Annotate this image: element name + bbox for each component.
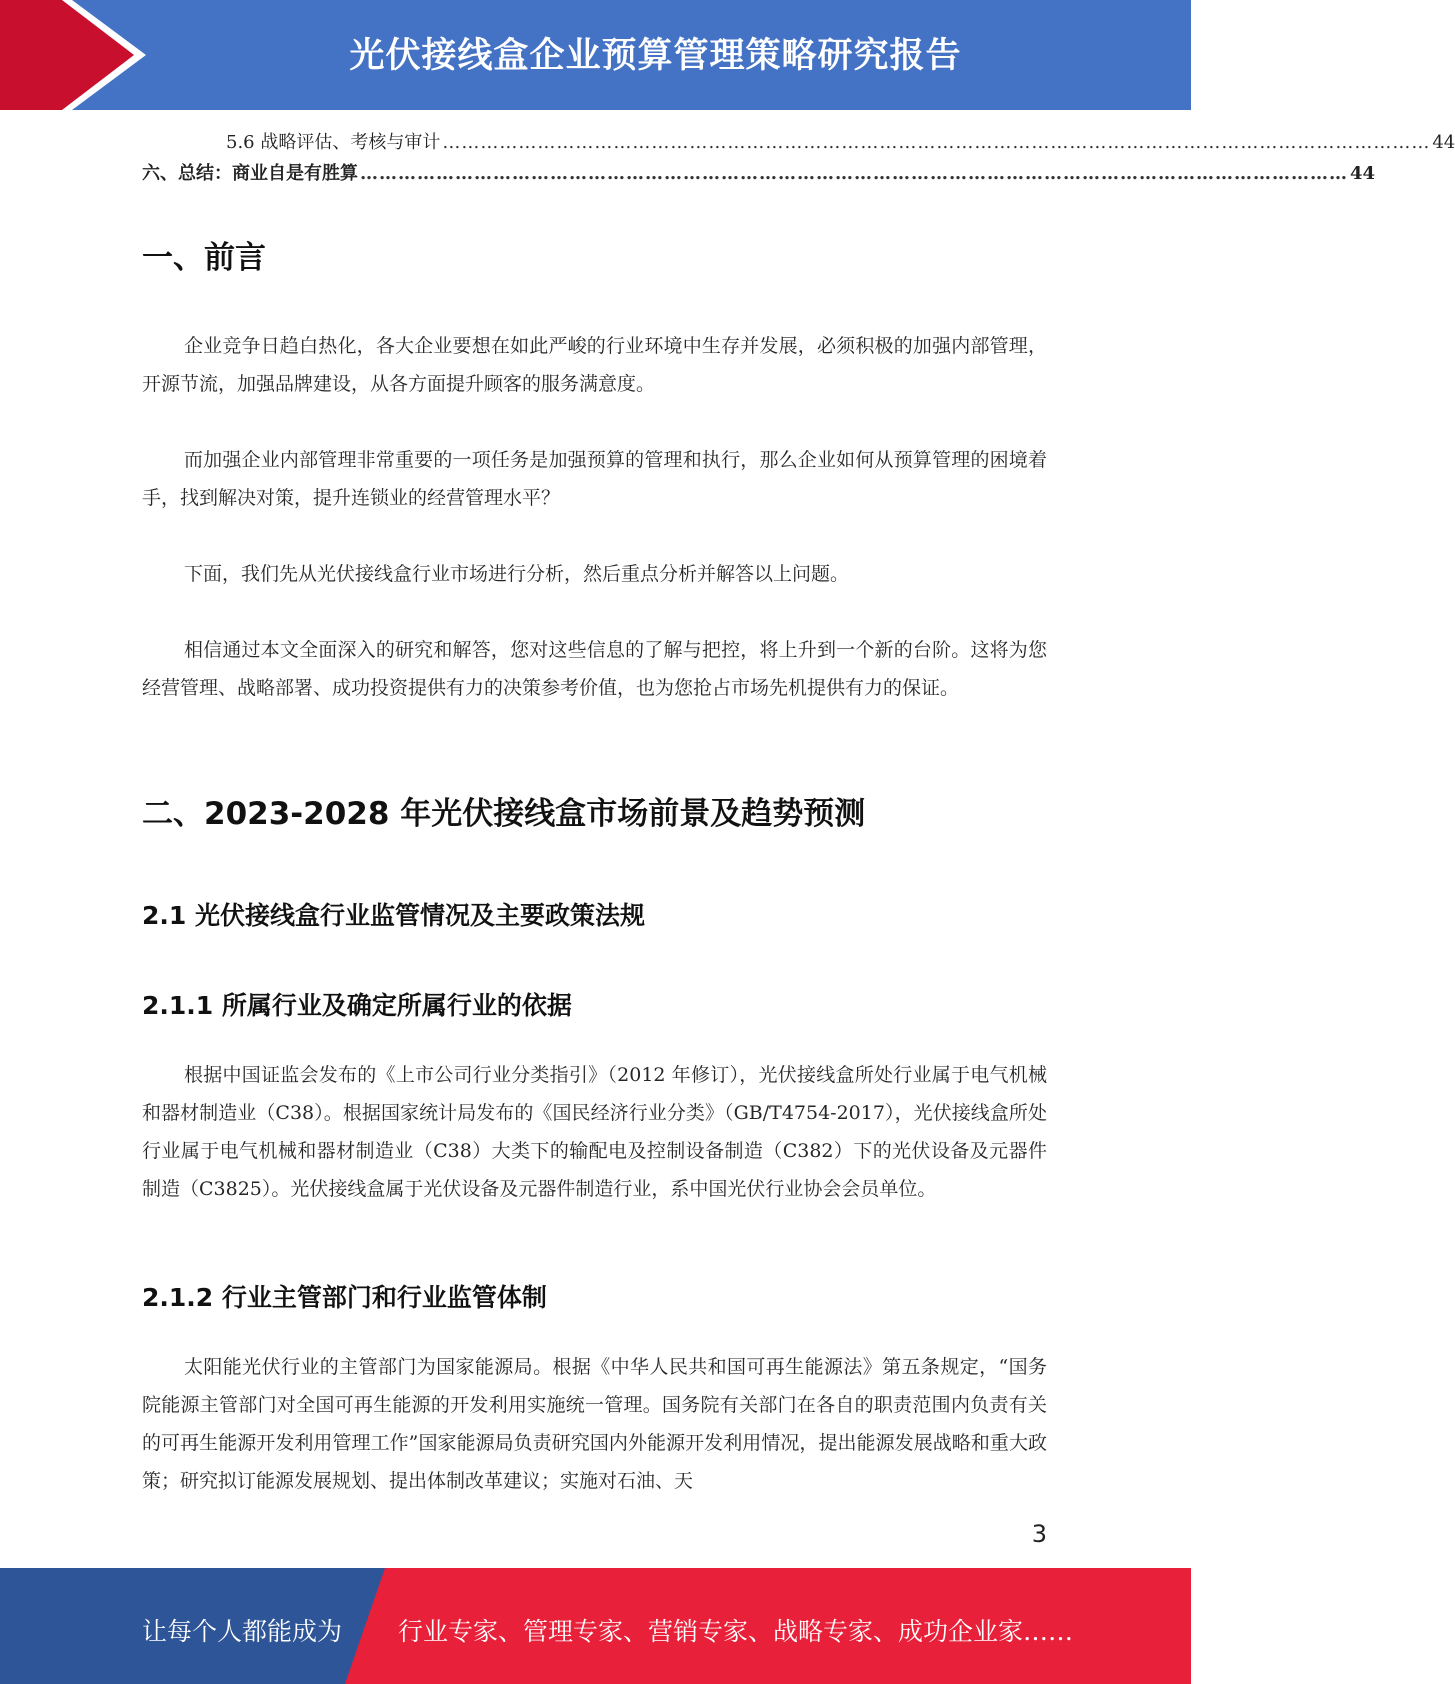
toc-entry[interactable] [142,162,1376,186]
report-title: 光伏接线盒企业预算管理策略研究报告 [349,36,962,76]
paragraph: 下面，我们先从光伏接线盒行业市场进行分析，然后重点分析并解答以上问题。 [184,563,850,585]
section-heading-2: 二、2023-2028 年光伏接线盒市场前景及趋势预测 [142,796,866,832]
paragraph: 相信通过本文全面深入的研究和解答，您对这些信息的了解与把控，将上升到一个新的台阶。这将为您经营管理、战略部署、成功投资提供有力的决策参考价值，也为您抢占市场先机提供有力的保证。 [142,639,1047,699]
section-heading-preface: 一、前言 [142,240,266,276]
toc-entry[interactable] [184,131,1455,155]
toc-entry-label: 六、总结：商业自是有胜算 [142,163,358,184]
paragraph: 而加强企业内部管理非常重要的一项任务是加强预算的管理和执行，那么企业如何从预算管理的困境着手，找到解决对策，提升连锁业的经营管理水平？ [142,449,1047,509]
footer-banner [0,1568,1191,1684]
subsection-heading-2-1-1: 2.1.1 所属行业及确定所属行业的依据 [142,991,572,1020]
toc-leader-dots: ………………………………………………………………………………………………………………………………………… [360,163,1348,184]
toc-entry-label: 5.6 战略评估、考核与审计 [226,132,441,153]
paragraph: 太阳能光伏行业的主管部门为国家能源局。根据《中华人民共和国可再生能源法》第五条规定，“国务院能源主管部门对全国可再生能源的开发利用实施统一管理。国务院有关部门在各自的职责范围内负责有关的可再生能源开发利用管理工作”国家能源局负责研究国内外能源开发利用情况，提出能源发展战略和重大政策；研究拟订能源发展规划、提出体制改革建议；实施对石油、天 [142,1356,1047,1492]
toc-entry-page: 44 [1432,132,1455,153]
toc-leader-dots: ………………………………………………………………………………………………………………………………………… [442,132,1431,153]
chevron-logo-icon [0,0,160,110]
footer-slogan-left: 让每个人都能成为 [142,1617,343,1646]
paragraph: 根据中国证监会发布的《上市公司行业分类指引》（2012 年修订），光伏接线盒所处行业属于电气机械和器材制造业（C38）。根据国家统计局发布的《国民经济行业分类》（GB/T4754-2017），光伏接线盒所处行业属于电气机械和器材制造业（C38）大类下的输配电及控制设备制造（C382）下的光伏设备及元器件制造（C3825）。光伏接线盒属于光伏设备及元器件制造行业，系中国光伏行业协会会员单位。 [142,1064,1047,1200]
page-number: 3 [1031,1520,1047,1548]
paragraph: 企业竞争日趋白热化，各大企业要想在如此严峻的行业环境中生存并发展，必须积极的加强内部管理，开源节流，加强品牌建设，从各方面提升顾客的服务满意度。 [142,335,1047,395]
header-bar [0,0,1191,110]
footer-slogan-right: 行业专家、管理专家、营销专家、战略专家、成功企业家…… [398,1617,1074,1646]
toc-entry-page: 44 [1350,163,1376,184]
subsection-heading-2-1-2: 2.1.2 行业主管部门和行业监管体制 [142,1283,547,1312]
subsection-heading-2-1: 2.1 光伏接线盒行业监管情况及主要政策法规 [142,901,645,930]
